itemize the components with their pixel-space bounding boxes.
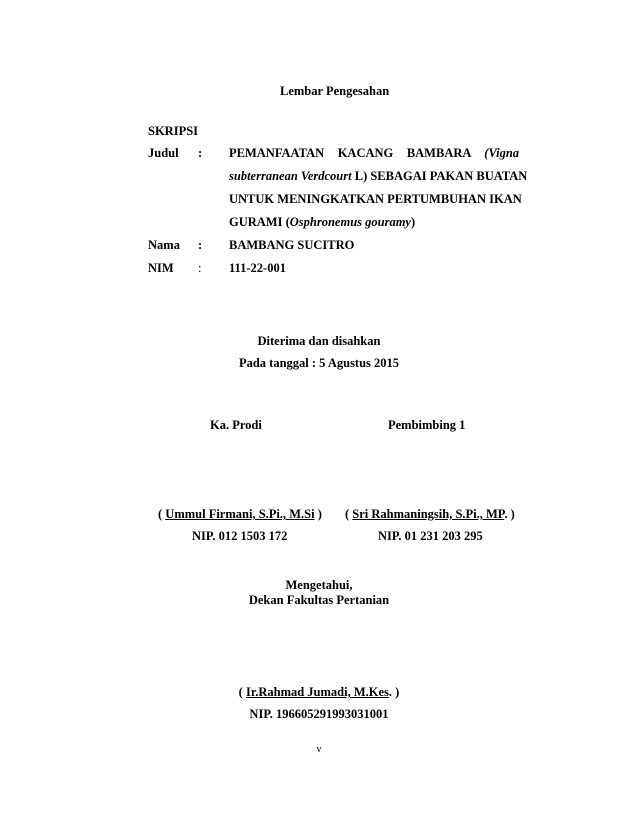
paren-open: ( [158,507,166,521]
dean-nip: NIP. 196605291993031001 [249,707,389,721]
signer-left-name [158,507,322,522]
judul-line-4 [229,215,415,230]
judul-label: Judul [148,146,179,160]
dean-name [0,685,638,700]
judul-italic: Osphronemus gouramy [289,215,411,229]
judul-italic: subterranean Verdcourt [229,169,352,183]
paren-close: ) [314,507,322,521]
paren-close: . ) [388,685,400,699]
role-right: Pembimbing 1 [388,418,466,432]
judul-text: ) [410,215,416,229]
signer-name: Ir.Rahmad Jumadi, M.Kes [245,685,389,699]
signer-name: Ummul Firmani, S.Pi., M.Si [165,507,315,521]
nama-label: Nama [148,238,180,252]
acknowledge-line-2: Dekan Fakultas Pertanian [248,593,390,607]
judul-colon: : [198,146,203,160]
nim-colon: : [198,261,202,275]
judul-text: L) SEBAGAI PAKAN BUATAN [354,169,528,183]
signer-right-name [345,507,515,522]
doc-type: SKRIPSI [148,124,199,138]
approval-line-1: Diterima dan disahkan [257,334,381,348]
paren-close: . ) [504,507,515,521]
nim-value: 111-22-001 [229,261,286,275]
judul-text: UNTUK [229,192,275,206]
judul-text: GURAMI ( [229,215,290,229]
signer-name: Sri Rahmaningsih, S.Pi., MP [352,507,505,521]
page-title: Lembar Pengesahan [280,84,390,98]
judul-word: KACANG [337,146,394,160]
judul-line-1 [229,146,519,161]
acknowledge-line-1: Mengetahui, [285,578,353,592]
judul-line-2 [229,169,528,184]
judul-line-3 [229,192,522,207]
judul-word: (Vigna [484,146,520,160]
nama-value: BAMBANG SUCITRO [229,238,355,252]
judul-word: PEMANFAATAN [229,146,325,160]
judul-word: BAMBARA [406,146,471,160]
judul-text: MENINGKATKAN PERTUMBUHAN IKAN [277,192,522,206]
paren-open: ( [345,507,353,521]
nim-label: NIM [148,261,174,275]
signer-right-nip: NIP. 01 231 203 295 [378,529,483,543]
signer-left-nip: NIP. 012 1503 172 [192,529,288,543]
page-number: v [316,744,322,755]
paren-open: ( [238,685,246,699]
role-left: Ka. Prodi [210,418,262,432]
approval-date: Pada tanggal : 5 Agustus 2015 [238,356,400,370]
nama-colon: : [198,238,203,252]
